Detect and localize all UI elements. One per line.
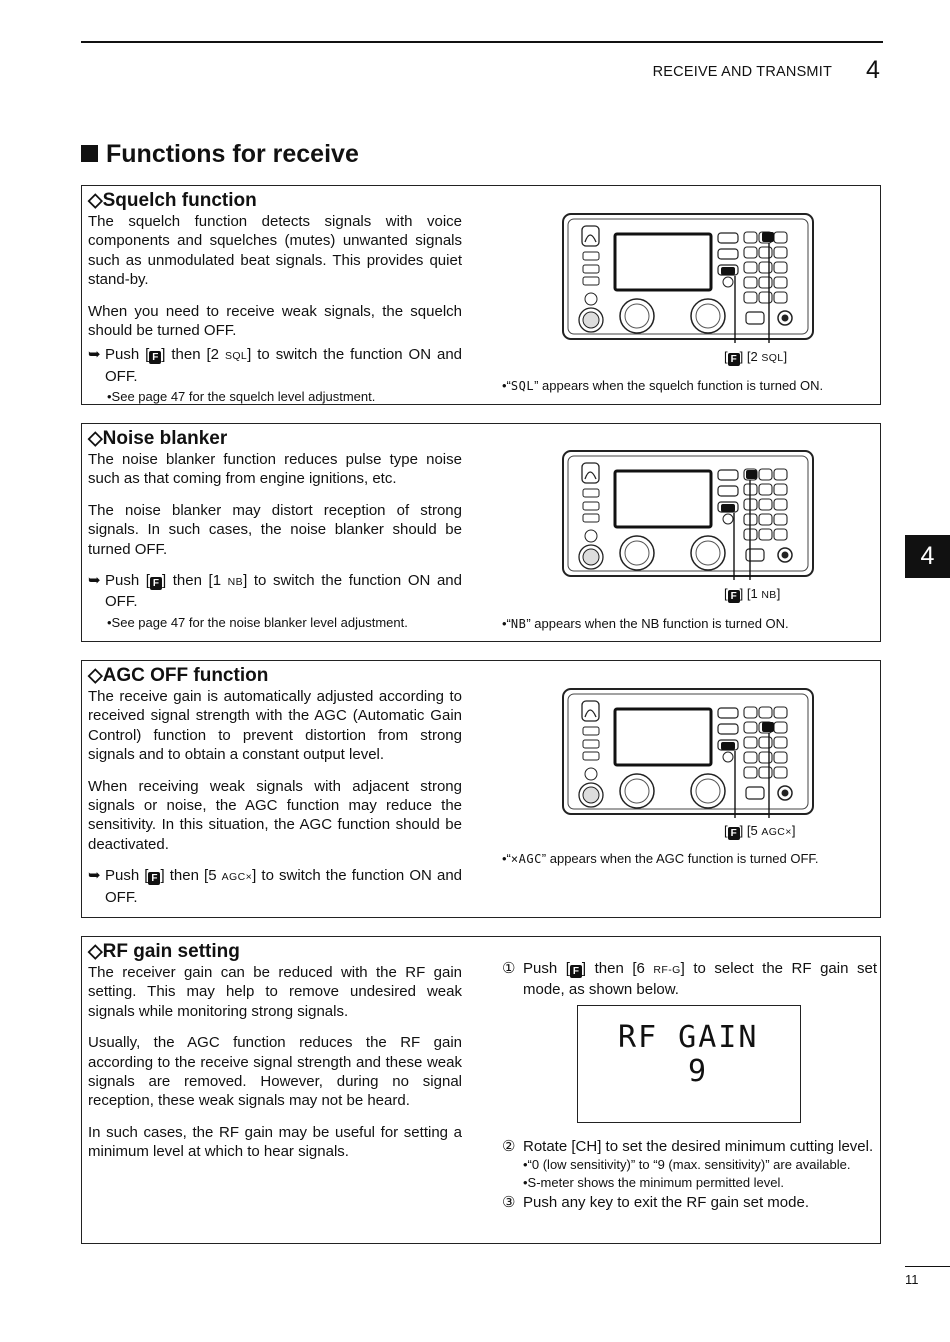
nb-indicator-glyph: NB	[510, 617, 527, 631]
agc-title: ◇AGC OFF function	[88, 665, 269, 686]
squelch-note: •See page 47 for the squelch level adjustment.	[107, 389, 376, 405]
f-key-icon: F	[570, 965, 582, 978]
squelch-instruction: ➥ Push [ F ] then [2 SQL] to switch the function ON and OFF.	[88, 346, 463, 385]
arrow-icon: ➥	[88, 867, 101, 885]
squelch-text	[88, 212, 462, 405]
noise-blanker-title: ◇Noise blanker	[88, 428, 228, 449]
nb-key-label: NB	[227, 576, 244, 589]
lcd-line-2: 9	[688, 1054, 707, 1089]
page-number: 11	[905, 1272, 919, 1287]
rfg-key-label: RF-G	[653, 964, 681, 976]
f-key-icon: F	[148, 872, 160, 885]
f-key-icon: F	[728, 827, 740, 840]
rf-paragraph-1: The receiver gain can be reduced with the RF gain setting. This may help to remove undesired weak signals while monitoring strong signals.	[88, 964, 462, 1020]
f-key-icon: F	[149, 351, 161, 364]
page-title-text: Functions for receive	[106, 140, 359, 168]
squelch-paragraph-2: When you need to receive weak signals, the squelch should be turned OFF.	[88, 302, 462, 340]
arrow-icon: ➥	[88, 346, 101, 364]
noise-paragraph-1: The noise blanker function reduces pulse type noise such as that coming from engine ignitions, etc.	[88, 451, 462, 488]
noise-blanker-text	[88, 450, 462, 631]
rf-step-2-bullet-2: •S-meter shows the minimum permitted level.	[523, 1175, 785, 1191]
page-title	[81, 140, 359, 169]
agc-paragraph-2: When receiving weak signals with adjacent strong signals or noise, the AGC function may reduce the sensitivity. In this situation, the AGC function should be deactivated.	[88, 777, 462, 853]
radio-front-panel-illustration	[561, 449, 818, 580]
header-section-title: RECEIVE AND TRANSMIT	[652, 64, 832, 80]
rf-gain-title: ◇RF gain setting	[88, 941, 240, 962]
chapter-tab: 4	[905, 535, 950, 578]
radio-front-panel-illustration	[561, 212, 818, 343]
agc-indicator-glyph: ×AGC	[510, 852, 542, 866]
rf-gain-section	[81, 936, 881, 1244]
squelch-caption: •“SQL” appears when the squelch function is turned ON.	[502, 378, 824, 393]
agc-caption: •“×AGC” appears when the AGC function is turned OFF.	[502, 851, 819, 866]
rf-step-2-bullet-1: •“0 (low sensitivity)” to “9 (max. sensitivity)” are available.	[523, 1157, 851, 1173]
rf-paragraph-2: Usually, the AGC function reduces the RF gain according to the receive signal strength and these weak signals are removed. However, during no signal reception, these weak signals may not be heard.	[88, 1034, 462, 1110]
rf-gain-steps-2-3: ② Rotate [CH] to set the desired minimum cutting level. •“0 (low sensitivity)” to “9 (max. sensitivity)” are available. •S-meter shows the minimum permitted level. ③ Push any key to exit the RF gain set mode.	[502, 1137, 877, 1213]
header-rule	[81, 41, 883, 43]
lcd-line-1: RF GAIN	[618, 1020, 759, 1055]
noise-note: •See page 47 for the noise blanker level adjustment.	[107, 614, 408, 630]
rf-gain-text	[88, 963, 462, 1174]
agc-key-label: [ F ] [5 AGC×]	[724, 823, 796, 839]
squelch-title: ◇Squelch function	[88, 190, 257, 211]
squelch-paragraph-1: The squelch function detects signals with voice components and squelches (mutes) unwanted signals such as unmodulated beat signals. This provides quiet stand-by.	[88, 213, 462, 289]
squelch-section	[81, 185, 881, 405]
noise-paragraph-2: The noise blanker may distort reception of strong signals. In such cases, the noise blanker should be turned OFF.	[88, 501, 462, 558]
sql-key-label: SQL	[224, 350, 248, 363]
f-key-icon: F	[728, 590, 740, 603]
noise-instruction: ➥ Push [ F ] then [1 NB] to switch the function ON and OFF.	[88, 572, 462, 611]
header-chapter-number: 4	[866, 56, 880, 84]
rf-gain-step-1: ① Push [ F ] then [6 RF-G] to select the RF gain set mode, as shown below.	[502, 960, 877, 999]
page-number-rule	[905, 1266, 950, 1267]
f-key-icon: F	[728, 353, 740, 366]
noise-caption: •“NB” appears when the NB function is turned ON.	[502, 616, 789, 631]
agc-key-label: AGC×	[221, 871, 253, 884]
arrow-icon: ➥	[88, 572, 101, 590]
squelch-key-label: [ F ] [2 SQL]	[724, 349, 788, 365]
noise-blanker-section	[81, 423, 881, 642]
agc-instruction: ➥ Push [ F ] then [5 AGC×] to switch the function ON and OFF.	[88, 867, 463, 906]
sql-indicator-glyph: SQL	[510, 379, 535, 393]
f-key-icon: F	[150, 577, 162, 590]
lcd-display-illustration	[577, 1005, 801, 1123]
agc-section	[81, 660, 881, 918]
noise-key-label: [ F ] [1 NB]	[724, 586, 781, 602]
square-bullet-icon	[81, 145, 98, 162]
radio-front-panel-illustration	[561, 687, 818, 818]
rf-paragraph-3: In such cases, the RF gain may be useful for setting a minimum level at which to hear signals.	[88, 1123, 462, 1161]
agc-text	[88, 687, 462, 907]
agc-paragraph-1: The receive gain is automatically adjusted according to received signal strength with the AGC (Automatic Gain Control) function to prevent distortion from strong signals and to obtain a constant output level.	[88, 688, 462, 764]
